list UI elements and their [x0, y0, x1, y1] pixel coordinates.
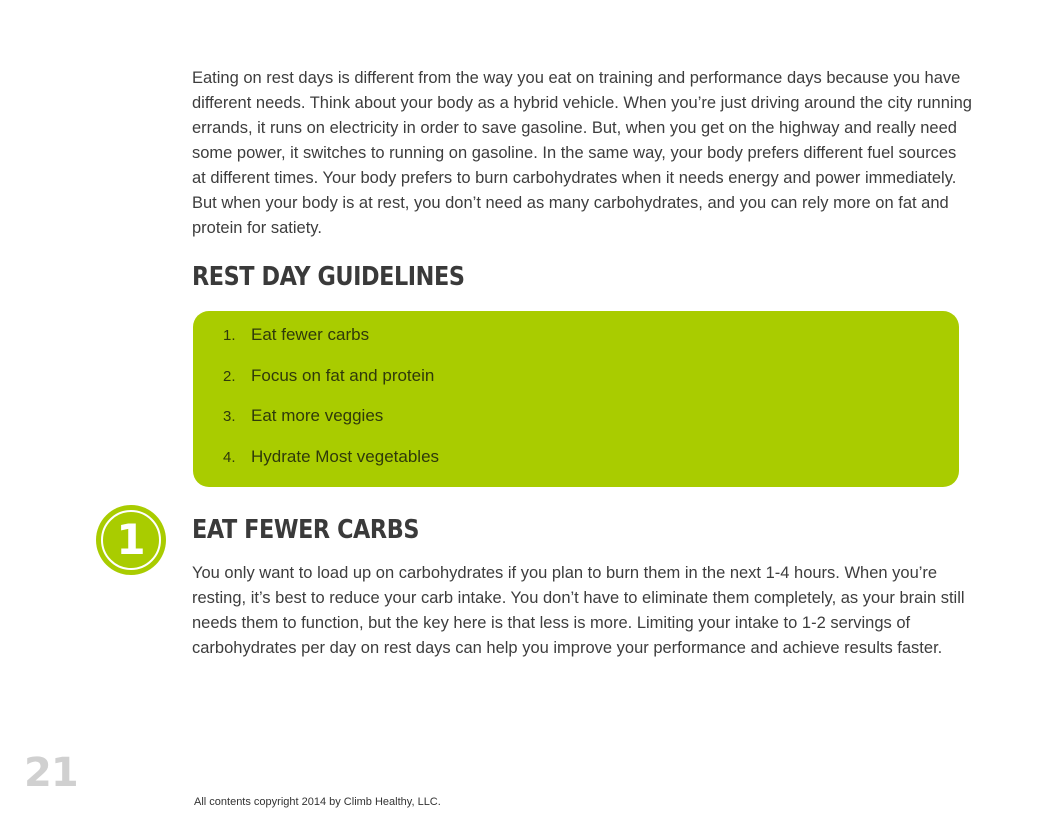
rest-day-guidelines-heading: REST DAY GUIDELINES: [192, 262, 465, 292]
intro-paragraph: Eating on rest days is different from the way you eat on training and performance days because you have different needs. Think about your body as a hybrid vehicle. When you’re just driving around the city running errands, it runs on electricity in order to save gasoline. But, when you get on the highway and really need some power, it switches to running on gasoline. In the same way, your body prefers different fuel sources at different times. Your body prefers to burn carbohydrates when it needs energy and power immediately. But when your body is at rest, you don’t need as many carbohydrates, and you can rely more on fat and protein for satiety.: [192, 69, 972, 237]
section-number: 1: [101, 510, 161, 570]
guideline-label: Eat fewer carbs: [251, 325, 370, 344]
guideline-number: 2.: [223, 367, 236, 385]
guidelines-box: [193, 311, 959, 487]
guideline-item: [223, 363, 959, 404]
guideline-item: [223, 444, 959, 485]
guideline-number: 3.: [223, 408, 236, 425]
page-number: 21: [24, 750, 78, 796]
section-number-badge: [96, 505, 166, 575]
guideline-item: [223, 403, 959, 444]
guideline-label: Hydrate Most vegetables: [251, 446, 440, 466]
guidelines-list: [193, 311, 959, 484]
copyright-notice: All contents copyright 2014 by Climb Healthy, LLC.: [194, 796, 441, 808]
eat-fewer-carbs-heading: EAT FEWER CARBS: [192, 515, 419, 545]
guideline-number: 1.: [223, 327, 236, 344]
guideline-number: 4.: [223, 448, 236, 466]
eat-fewer-carbs-paragraph: You only want to load up on carbohydrates if you plan to burn them in the next 1-4 hours. When you’re resting, it’s best to reduce your carb intake. You don’t have to eliminate them completely, as your brain still needs them to function, but the key here is that less is more. Limiting your intake to 1-2 servings of carbohydrates per day on rest days can help you improve your performance and achieve results faster.: [192, 564, 965, 657]
guideline-label: Focus on fat and protein: [251, 365, 435, 385]
guideline-item: [223, 322, 959, 363]
guideline-label: Eat more veggies: [251, 406, 384, 425]
